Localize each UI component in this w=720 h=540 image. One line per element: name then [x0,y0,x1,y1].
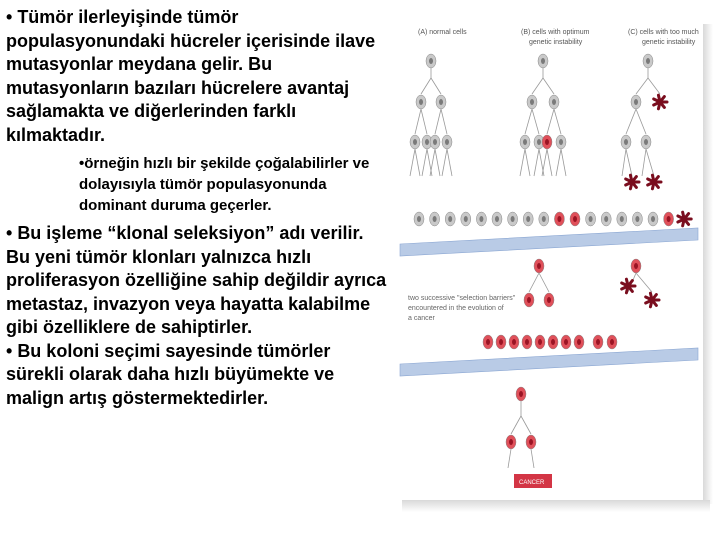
lineage-line [511,416,521,434]
lineage-line [646,149,654,176]
lineage-line [636,273,652,292]
lineage-line [415,149,420,176]
cell-nucleus [620,216,624,222]
cell-nucleus [559,139,563,145]
lineage-line [636,109,646,134]
cell-nucleus [526,216,530,222]
cell-nucleus [547,297,551,303]
lineage-line [543,78,554,94]
cell-nucleus [523,139,527,145]
lineage-line [547,109,554,134]
lineage-line [636,78,648,94]
cell-nucleus [529,439,533,445]
cell-nucleus [577,339,581,345]
lineage-line [430,149,435,176]
selection-note-line3: a cancer [408,315,435,322]
cell-nucleus [634,99,638,105]
lineage-line [521,416,531,434]
cell-nucleus [537,139,541,145]
cell-nucleus [464,216,468,222]
figure-shadow-right [703,24,713,504]
lineage-line [441,109,447,134]
cell-nucleus [417,216,421,222]
lineage-line [622,149,626,176]
cell-nucleus [527,297,531,303]
cell-nucleus [667,216,671,222]
dead-cell [648,175,661,189]
cell-nucleus [433,216,437,222]
lineage-line [427,149,432,176]
cell-nucleus [512,339,516,345]
dead-cell [622,279,635,293]
lineage-line [532,109,539,134]
lineage-line [410,149,415,176]
lineage-line [520,149,525,176]
lineage-line [435,109,441,134]
cell-nucleus [537,263,541,269]
lineage-line [442,149,447,176]
dead-cell [654,95,667,109]
lineage-line [421,109,427,134]
lineage-line [525,149,530,176]
selection-note-line2: encountered in the evolution of [408,305,504,312]
lineage-line [447,149,452,176]
cell-nucleus [573,216,577,222]
cell-nucleus [433,139,437,145]
cell-nucleus [530,99,534,105]
lineage-line [431,78,441,94]
lineage-line [525,109,532,134]
lineage-line [508,449,511,468]
column-c-label-line1: (C) cells with too much [628,29,699,36]
cell-nucleus [413,139,417,145]
cancer-label: CANCER [519,480,545,486]
cell-nucleus [644,139,648,145]
figure-shadow-bottom [402,500,710,512]
lineage-line [648,78,660,94]
cell-lineage-trees [400,54,698,468]
cell-nucleus [425,139,429,145]
cell-nucleus [445,139,449,145]
paragraph-malignancy: • Bu koloni seçimi sayesinde tümörler sürekli olarak daha hızlı büyümekte ve malign artış göstermektedirler. [6,340,390,411]
lineage-line [542,149,547,176]
cell-nucleus [541,58,545,64]
cell-nucleus [610,339,614,345]
column-c-label-line2: genetic instability [642,39,696,46]
sub-bullet-proliferation: • örneğin hızlı bir şekilde çoğalabilirler ve dolayısıyla tümör populasyonunda dominant duruma geçerler. [79,153,387,216]
column-a-label: (A) normal cells [418,29,467,36]
lineage-line [626,109,636,134]
selection-barrier [400,228,698,256]
lineage-line [531,449,534,468]
cell-nucleus [564,339,568,345]
cell-nucleus [499,339,503,345]
cell-nucleus [486,339,490,345]
lineage-line [529,273,539,292]
lineage-line [532,78,543,94]
dead-cell [678,212,691,226]
cell-nucleus [557,216,561,222]
cell-nucleus [509,439,513,445]
cell-nucleus [551,339,555,345]
paragraph-clonal-selection: • Bu işleme “klonal seleksiyon” adı verilir. Bu yeni tümör klonları yalnızca hızlı proliferasyon özelliğine sahip değildir ayrıca metastaz, invazyon veya hayatta kalabilme gibi özelliklere de sahiptirler. [6,222,390,340]
cell-nucleus [634,263,638,269]
cell-nucleus [479,216,483,222]
lineage-line [554,109,561,134]
cell-nucleus [552,99,556,105]
lineage-line [534,149,539,176]
cell-nucleus [596,339,600,345]
cell-nucleus [635,216,639,222]
slide-text [6,6,390,410]
cell-nucleus [542,216,546,222]
dead-cell [626,175,639,189]
cell-nucleus [519,391,523,397]
clonal-evolution-figure [398,16,702,500]
lineage-line [422,149,427,176]
dead-cell [646,293,659,307]
lineage-line [547,149,552,176]
cell-nucleus [589,216,593,222]
cell-nucleus [448,216,452,222]
lineage-line [556,149,561,176]
lineage-line [539,273,549,292]
lineage-line [539,149,544,176]
cell-nucleus [538,339,542,345]
cell-nucleus [429,58,433,64]
cell-nucleus [604,216,608,222]
selection-note-line1: two successive "selection barriers" [408,295,516,302]
lineage-line [561,149,566,176]
cell-nucleus [511,216,515,222]
lineage-line [415,109,421,134]
lineage-line [626,149,632,176]
column-b-label-line1: (B) cells with optimum [521,29,590,36]
cell-nucleus [624,139,628,145]
lineage-line [421,78,431,94]
paragraph-mutations: • Tümör ilerleyişinde tümör populasyonundaki hücreler içerisinde ilave mutasyonlar meydana gelir. Bu mutasyonların bazıları hücrelere avantaj sağlamakta ve diğerlerinden farklı kılmaktadır. [6,6,390,147]
cell-nucleus [495,216,499,222]
cell-nucleus [651,216,655,222]
cell-nucleus [525,339,529,345]
column-b-label-line2: genetic instability [529,39,583,46]
cell-nucleus [439,99,443,105]
cell-nucleus [646,58,650,64]
cell-nucleus [545,139,549,145]
lineage-line [435,149,440,176]
selection-barrier [400,348,698,376]
cell-nucleus [419,99,423,105]
lineage-line [642,149,646,176]
